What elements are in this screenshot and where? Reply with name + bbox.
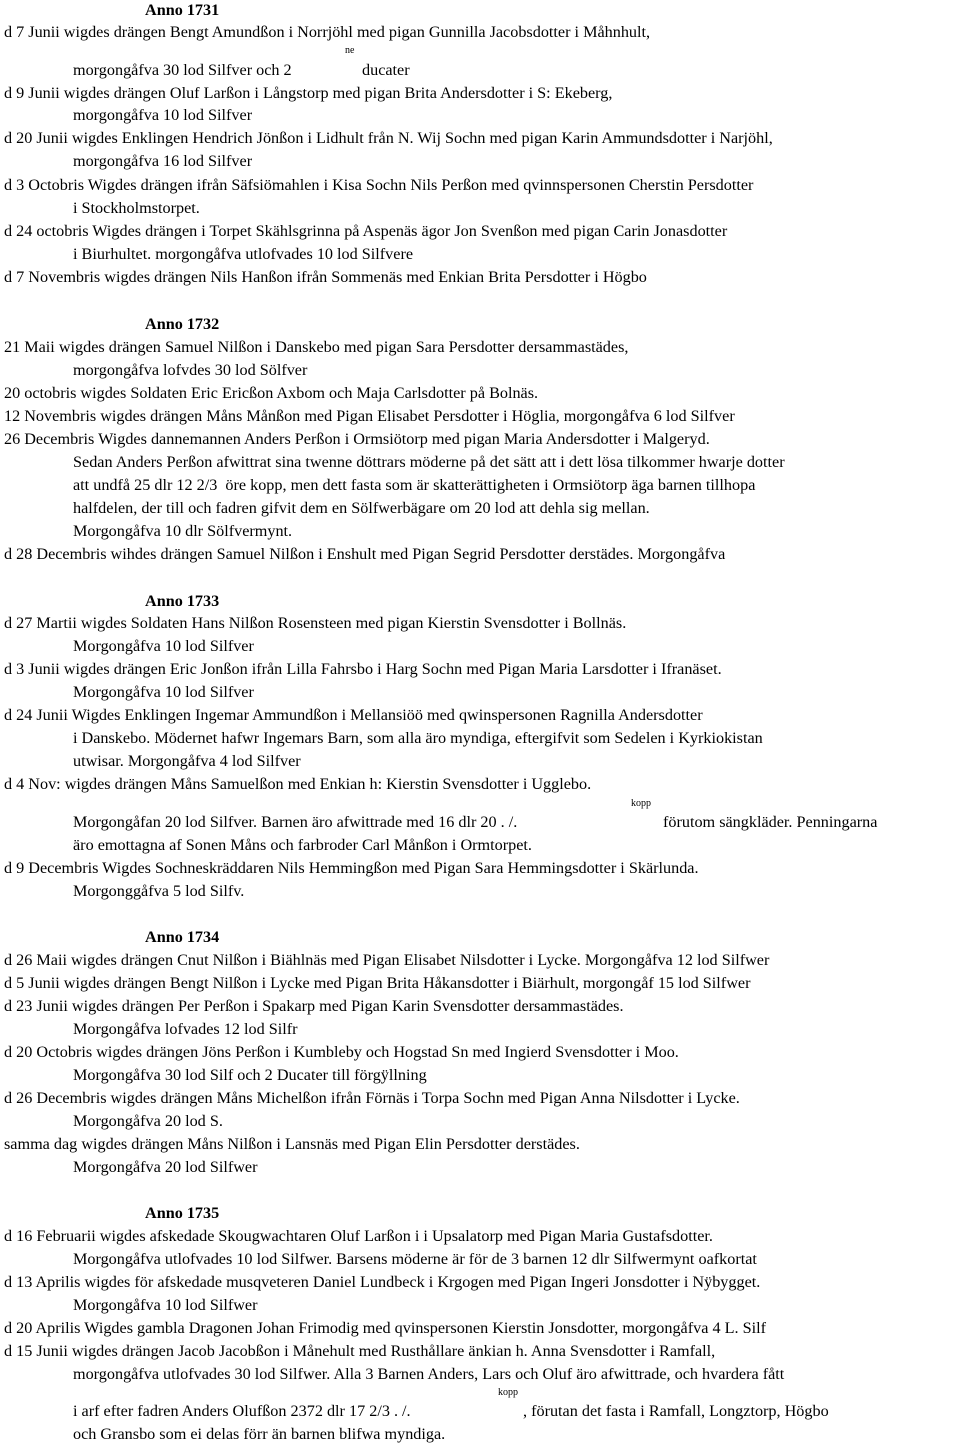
record-line: Morgonggåfva 5 lod Silfv. (73, 882, 245, 900)
record-line: ducater (362, 61, 410, 79)
record-line: utwisar. Morgongåfva 4 lod Silfver (73, 752, 301, 770)
record-line: d 28 Decembris wihdes drängen Samuel Nilßon i Enshult med Pigan Segrid Persdotter derstädes. Morgongåfva (4, 545, 726, 563)
record-line: 26 Decembris Wigdes dannemannen Anders Perßon i Ormsiötorp med pigan Maria Andersdotter i Malgeryd. (4, 430, 710, 448)
record-line: d 20 Junii wigdes Enklingen Hendrich Jönßon i Lidhult från N. Wij Sochn med pigan Karin Ammundsdotter i Narjöhl, (4, 129, 773, 147)
record-line: d 26 Maii wigdes drängen Cnut Nilßon i Biählnäs med Pigan Elisabet Nilsdotter i Lycke. Morgongåfva 12 lod Silfwer (4, 951, 770, 969)
year-heading: Anno 1735 (145, 1204, 220, 1222)
record-line: d 4 Nov: wigdes drängen Måns Samuelßon med Enkian h: Kierstin Svensdotter i Ugglebo. (4, 775, 592, 793)
record-line: morgongåfva 10 lod Silfver (73, 106, 253, 124)
superscript-note: ne (345, 45, 355, 56)
year-heading: Anno 1733 (145, 592, 220, 610)
record-line: d 26 Decembris wigdes drängen Måns Michelßon ifrån Förnäs i Torpa Sochn med Pigan Anna Nilsdotter i Lycke. (4, 1089, 740, 1107)
superscript-note: kopp (631, 798, 651, 809)
record-line: i Danskebo. Mödernet hafwr Ingemars Barn, som alla äro myndiga, eftergifvit som Sedelen i Kyrkiokistan (73, 729, 763, 747)
record-line: Morgongåfva lofvades 12 lod Silfr (73, 1020, 298, 1038)
record-line: morgongåfva utlofvades 30 lod Silfwer. Alla 3 Barnen Anders, Lars och Oluf äro afwittrade, och hvardera fått (73, 1365, 785, 1383)
record-line: Morgongåfva 30 lod Silf och 2 Ducater till förgÿllning (73, 1066, 427, 1084)
record-line: morgongåfva lofvdes 30 lod Sölfver (73, 361, 308, 379)
record-line: d 3 Octobris Wigdes drängen ifrån Säfsiömahlen i Kisa Sochn Nils Perßon med qvinnspersonen Cherstin Persdotter (4, 176, 754, 194)
record-line: morgongåfva 16 lod Silfver (73, 152, 253, 170)
record-line: äro emottagna af Sonen Måns och farbroder Carl Månßon i Ormtorpet. (73, 836, 532, 854)
record-line: d 7 Junii wigdes drängen Bengt Amundßon i Norrjöhl med pigan Gunnilla Jacobsdotter i Måhnhult, (4, 23, 651, 41)
record-line: d 20 Aprilis Wigdes gambla Dragonen Johan Frimodig med qvinspersonen Kierstin Jonsdotter, morgongåfva 4 L. Silf (4, 1319, 766, 1337)
year-heading: Anno 1732 (145, 315, 220, 333)
record-line: d 5 Junii wigdes drängen Bengt Nilßon i Lycke med Pigan Brita Håkansdotter i Biärhult, morgongåf 15 lod Silfwer (4, 974, 751, 992)
record-line: , förutan det fasta i Ramfall, Longztorp, Högbo (523, 1402, 829, 1420)
record-line: d 9 Decembris Wigdes Sochneskräddaren Nils Hemmingßon med Pigan Sara Hemmingsdotter i Skärlunda. (4, 859, 699, 877)
record-line: d 24 Junii Wigdes Enklingen Ingemar Ammundßon i Mellansiöö med qwinspersonen Ragnilla Andersdotter (4, 706, 703, 724)
record-line: i arf efter fadren Anders Olufßon 2372 dlr 17 2/3 . /. (73, 1402, 411, 1420)
record-line: d 9 Junii wigdes drängen Oluf Larßon i Långstorp med pigan Brita Andersdotter i S: Ekeberg, (4, 84, 613, 102)
record-line: att undfå 25 dlr 12 2/3 öre kopp, men dett fasta som är skatterättigheten i Ormsiötorp äga barnen tillhopa (73, 476, 756, 494)
year-heading: Anno 1734 (145, 928, 220, 946)
record-line: d 20 Octobris wigdes drängen Jöns Perßon i Kumbleby och Hogstad Sn med Ingierd Svensdotter i Moo. (4, 1043, 679, 1061)
record-line: Morgongåfva 10 lod Silfver (73, 637, 254, 655)
record-line: i Stockholmstorpet. (73, 199, 200, 217)
record-line: Morgongåfva 10 lod Silfver (73, 683, 254, 701)
record-line: d 23 Junii wigdes drängen Per Perßon i Spakarp med Pigan Karin Svensdotter dersammastädes. (4, 997, 624, 1015)
record-line: morgongåfva 30 lod Silfver och 2 (73, 61, 292, 79)
record-line: Morgongåfva 10 lod Silfwer (73, 1296, 258, 1314)
record-line: Morgongåfva 10 dlr Sölfvermynt. (73, 522, 293, 540)
record-line: d 16 Februarii wigdes afskedade Skougwachtaren Oluf Larßon i i Upsalatorp med Pigan Maria Gustafsdotter. (4, 1227, 713, 1245)
record-line: halfdelen, der till och fadren gifvit dem en Sölfwerbägare om 20 lod att dehla sig mellan. (73, 499, 650, 517)
record-line: i Biurhultet. morgongåfva utlofvades 10 lod Silfvere (73, 245, 414, 263)
year-heading: Anno 1731 (145, 1, 220, 19)
record-line: d 3 Junii wigdes drängen Eric Jonßon ifrån Lilla Fahrsbo i Harg Sochn med Pigan Maria Larsdotter i Ifranäset. (4, 660, 722, 678)
record-line: Sedan Anders Perßon afwittrat sina twenne döttrars möderne på det sätt att i dett lösa tilkommer hwarje dotter (73, 453, 785, 471)
record-line: d 27 Martii wigdes Soldaten Hans Nilßon Rosensteen med pigan Kierstin Svensdotter i Bollnäs. (4, 614, 627, 632)
superscript-note: kopp (498, 1387, 518, 1398)
record-line: Morgongåfva 20 lod S. (73, 1112, 223, 1130)
record-line: Morgongåfva utlofvades 10 lod Silfwer. Barsens möderne är för de 3 barnen 12 dlr Silfwermynt oafkortat (73, 1250, 757, 1268)
record-line: och Gransbo som ei delas förr än barnen blifwa myndiga. (73, 1425, 446, 1443)
record-line: d 15 Junii wigdes drängen Jacob Jacobßon i Månehult med Rusthållare änkian h. Anna Svensdotter i Ramfall, (4, 1342, 716, 1360)
record-line: 21 Maii wigdes drängen Samuel Nilßon i Danskebo med pigan Sara Persdotter dersammastädes, (4, 338, 629, 356)
record-line: 20 octobris wigdes Soldaten Eric Ericßon Axbom och Maja Carlsdotter på Bolnäs. (4, 384, 539, 402)
record-line: d 7 Novembris wigdes drängen Nils Hanßon ifrån Sommenäs med Enkian Brita Persdotter i Högbo (4, 268, 647, 286)
record-line: förutom sängkläder. Penningarna (663, 813, 878, 831)
record-line: samma dag wigdes drängen Måns Nilßon i Lansnäs med Pigan Elin Persdotter derstädes. (4, 1135, 580, 1153)
record-line: 12 Novembris wigdes drängen Måns Månßon med Pigan Elisabet Persdotter i Höglia, morgongåfva 6 lod Silfver (4, 407, 735, 425)
record-line: Morgongåfva 20 lod Silfwer (73, 1158, 258, 1176)
record-line: d 24 octobris Wigdes drängen i Torpet Skählsgrinna på Aspenäs ägor Jon Svenßon med pigan Carin Jonasdotter (4, 222, 728, 240)
record-line: d 13 Aprilis wigdes för afskedade musqveteren Daniel Lundbeck i Krgogen med Pigan Ingeri Jonsdotter i Nÿbygget. (4, 1273, 761, 1291)
record-line: Morgongåfan 20 lod Silfver. Barnen äro afwittrade med 16 dlr 20 . /. (73, 813, 518, 831)
